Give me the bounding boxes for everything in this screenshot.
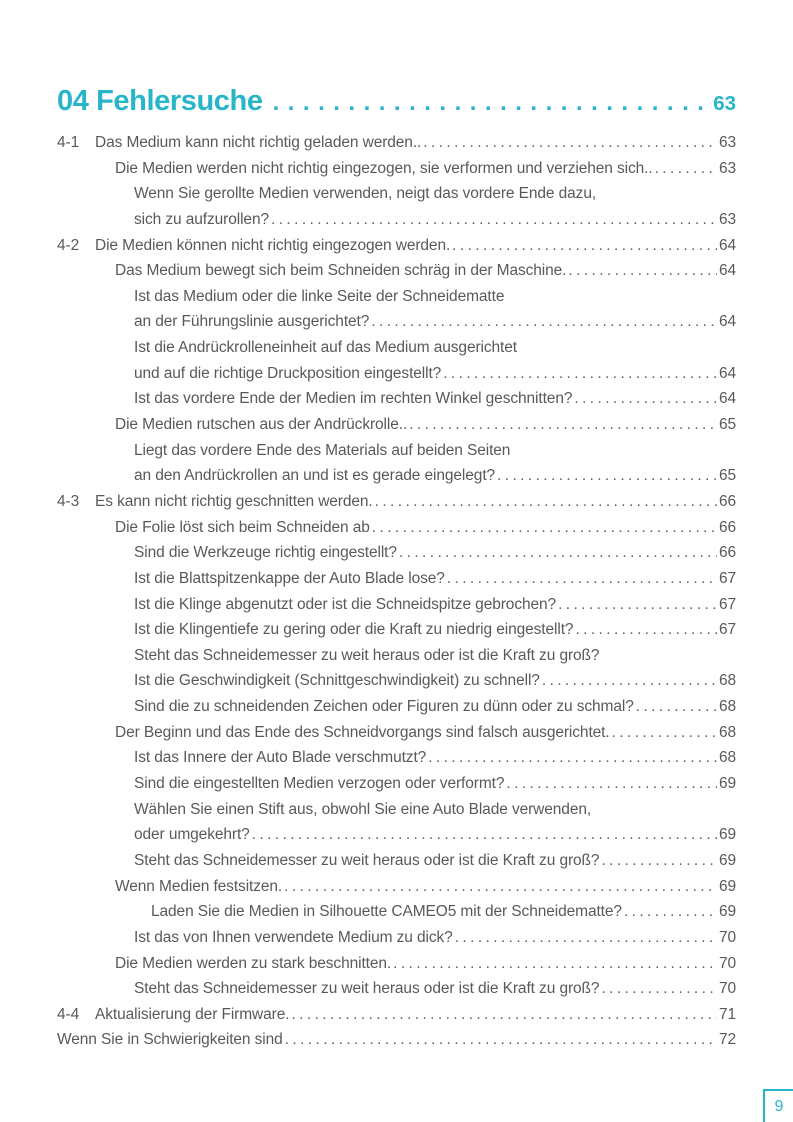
dot-leader: [452, 237, 717, 255]
toc-entry-text: Wenn Medien festsitzen.: [115, 877, 283, 895]
dot-leader: [624, 903, 717, 921]
toc-entry-page: 65: [718, 416, 736, 434]
toc-entry[interactable]: [57, 749, 736, 775]
toc-entry-text: Ist das von Ihnen verwendete Medium zu dick?: [134, 928, 453, 946]
toc-entry-text: an den Andrückrollen an und ist es gerade eingelegt?: [134, 467, 496, 485]
toc-entry-page: 68: [718, 672, 736, 690]
toc-entry-page: 64: [718, 313, 736, 331]
toc-entry-text: Laden Sie die Medien in Silhouette CAMEO5 mit der Schneidematte?: [151, 903, 622, 921]
toc-entry[interactable]: [57, 801, 736, 827]
toc-entry-text: Wählen Sie einen Stift aus, obwohl Sie eine Auto Blade verwenden,: [134, 800, 592, 818]
toc-entry-text: Sind die zu schneidenden Zeichen oder Figuren zu dünn oder zu schmal?: [134, 698, 634, 716]
toc-entry-text: Ist die Geschwindigkeit (Schnittgeschwindigkeit) zu schnell?: [134, 672, 540, 690]
toc-entry-page: 67: [718, 569, 736, 587]
dot-leader: [291, 1006, 716, 1024]
toc-entry[interactable]: [57, 826, 736, 852]
toc-entry-text: sich zu aufzurollen?: [134, 210, 269, 228]
dot-leader: [612, 724, 717, 742]
section-title-text: 04 Fehlersuche: [57, 85, 263, 117]
dot-leader: [636, 698, 717, 716]
toc-entry-page: 64: [718, 390, 736, 408]
toc-entry-page: 70: [718, 928, 736, 946]
toc-entry[interactable]: [57, 467, 736, 493]
section-title-page: 63: [713, 92, 736, 115]
toc-entry[interactable]: [57, 237, 736, 263]
toc-section-title[interactable]: [57, 84, 736, 121]
toc-entry-text: Ist das Innere der Auto Blade verschmutzt?: [134, 749, 427, 767]
toc-entry-text: Die Medien werden nicht richtig eingezogen, sie verformen und verziehen sich..: [115, 159, 653, 177]
toc-entry[interactable]: [57, 775, 736, 801]
toc-entry-text: Das Medium bewegt sich beim Schneiden schräg in der Maschine.: [115, 262, 567, 280]
dot-leader: [443, 365, 717, 383]
toc-entry-page: 69: [718, 775, 736, 793]
toc-entry[interactable]: [57, 903, 736, 929]
toc-entry[interactable]: [57, 544, 736, 570]
toc-entry-text: Liegt das vordere Ende des Materials auf beiden Seiten: [134, 441, 511, 459]
toc-entry-text: Steht das Schneidemesser zu weit heraus oder ist die Kraft zu groß?: [134, 980, 600, 998]
dot-leader: [252, 826, 717, 844]
toc-entry[interactable]: [57, 134, 736, 160]
toc-entry[interactable]: [57, 185, 736, 211]
toc-entry-page: 66: [718, 518, 736, 536]
toc-entry-page: 64: [718, 364, 736, 382]
toc-entry-page: 67: [718, 621, 736, 639]
toc-entry[interactable]: [57, 160, 736, 186]
dot-leader: [497, 467, 717, 485]
dot-leader: [371, 313, 717, 331]
toc-entry[interactable]: [57, 313, 736, 339]
toc-entry[interactable]: [57, 493, 736, 519]
toc-entry[interactable]: [57, 442, 736, 468]
dot-leader: [428, 749, 717, 767]
toc-entry-number: 4-4: [57, 1005, 80, 1023]
dot-leader: [575, 621, 717, 639]
toc-entry-text: Die Medien rutschen aus der Andrückrolle..: [115, 416, 408, 434]
dot-leader: [568, 262, 717, 280]
toc-entry-text: Steht das Schneidemesser zu weit heraus oder ist die Kraft zu groß?: [134, 646, 600, 664]
toc-entry-text: oder umgekehrt?: [134, 826, 250, 844]
dot-leader: [409, 416, 717, 434]
toc-entry-number: 4-2: [57, 236, 80, 254]
dot-leader: [285, 1031, 717, 1049]
toc-entry[interactable]: [57, 647, 736, 673]
dot-leader: [399, 544, 717, 562]
toc-entry-text: Ist die Andrückrolleneinheit auf das Medium ausgerichtet: [134, 339, 517, 357]
toc-entry-page: 68: [718, 723, 736, 741]
toc-entry[interactable]: [57, 929, 736, 955]
toc-entry-page: 69: [718, 903, 736, 921]
toc-entry[interactable]: [57, 365, 736, 391]
dot-leader: [655, 160, 717, 178]
toc-entry-page: 71: [718, 1005, 736, 1023]
toc-entry-text: Die Folie löst sich beim Schneiden ab: [115, 518, 370, 536]
dot-leader: [455, 929, 717, 947]
page-number: 9: [774, 1097, 784, 1115]
toc-entry[interactable]: [57, 570, 736, 596]
dot-leader: [574, 390, 717, 408]
toc-list: [57, 134, 736, 1057]
toc-entry-page: 65: [718, 467, 736, 485]
dot-leader: [393, 955, 717, 973]
dot-leader: [271, 211, 717, 229]
toc-entry-page: 72: [718, 1031, 736, 1049]
toc-entry-text: Sind die Werkzeuge richtig eingestellt?: [134, 544, 397, 562]
toc-entry-page: 70: [718, 980, 736, 998]
toc-entry[interactable]: [57, 1031, 736, 1057]
toc-entry[interactable]: [57, 698, 736, 724]
toc-entry-page: 68: [718, 698, 736, 716]
toc-entry-page: 63: [718, 134, 736, 151]
dot-leader: [447, 570, 717, 588]
dot-leader: [375, 493, 717, 511]
toc-entry-text: Die Medien können nicht richtig eingezogen werden.: [95, 236, 451, 254]
toc-content: [57, 84, 736, 1057]
toc-entry-text: Das Medium kann nicht richtig geladen werden..: [95, 134, 422, 151]
toc-entry-page: 69: [718, 851, 736, 869]
toc-entry-page: 69: [718, 877, 736, 895]
toc-entry-page: 69: [718, 826, 736, 844]
toc-entry-text: Aktualisierung der Firmware.: [95, 1005, 290, 1023]
toc-entry-text: Steht das Schneidemesser zu weit heraus oder ist die Kraft zu groß?: [134, 851, 600, 869]
page-number-box: [763, 1089, 793, 1122]
toc-entry-number: 4-3: [57, 492, 80, 510]
toc-entry-text: Ist das Medium oder die linke Seite der Schneidematte: [134, 287, 505, 305]
toc-entry-text: Ist das vordere Ende der Medien im rechten Winkel geschnitten?: [134, 390, 573, 408]
toc-entry-text: Die Medien werden zu stark beschnitten.: [115, 954, 392, 972]
toc-entry-text: Es kann nicht richtig geschnitten werden.: [95, 492, 373, 510]
toc-entry-page: 70: [718, 954, 736, 972]
toc-entry-text: Ist die Klingentiefe zu gering oder die Kraft zu niedrig eingestellt?: [134, 621, 574, 639]
dot-leader: [542, 672, 717, 690]
dot-leader: [601, 980, 717, 998]
toc-entry-text: Wenn Sie in Schwierigkeiten sind: [57, 1031, 283, 1049]
toc-entry-text: Sind die eingestellten Medien verzogen oder verformt?: [134, 775, 505, 793]
toc-entry[interactable]: [57, 519, 736, 545]
toc-entry-page: 63: [718, 159, 736, 177]
toc-entry[interactable]: [57, 596, 736, 622]
toc-entry[interactable]: [57, 1006, 736, 1032]
toc-entry-text: Der Beginn und das Ende des Schneidvorgangs sind falsch ausgerichtet.: [115, 723, 610, 741]
toc-entry[interactable]: [57, 980, 736, 1006]
toc-entry-text: und auf die richtige Druckposition eingestellt?: [134, 364, 442, 382]
toc-entry[interactable]: [57, 955, 736, 981]
dot-leader: [506, 775, 717, 793]
toc-entry-page: 66: [718, 492, 736, 510]
toc-entry-page: 64: [718, 236, 736, 254]
toc-entry[interactable]: [57, 852, 736, 878]
toc-entry[interactable]: [57, 621, 736, 647]
toc-entry-text: Ist die Blattspitzenkappe der Auto Blade lose?: [134, 569, 445, 587]
dot-leader: [273, 86, 710, 120]
toc-entry[interactable]: [57, 262, 736, 288]
dot-leader: [558, 596, 717, 614]
toc-entry-page: 68: [718, 749, 736, 767]
toc-entry[interactable]: [57, 724, 736, 750]
toc-entry[interactable]: [57, 390, 736, 416]
dot-leader: [601, 852, 717, 870]
toc-entry-page: 67: [718, 595, 736, 613]
toc-entry[interactable]: [57, 288, 736, 314]
toc-entry[interactable]: [57, 878, 736, 904]
toc-entry-text: Wenn Sie gerollte Medien verwenden, neigt das vordere Ende dazu,: [134, 185, 597, 203]
toc-entry[interactable]: [57, 339, 736, 365]
toc-entry-text: an der Führungslinie ausgerichtet?: [134, 313, 370, 331]
toc-entry-page: 66: [718, 544, 736, 562]
toc-entry[interactable]: [57, 416, 736, 442]
toc-entry[interactable]: [57, 672, 736, 698]
dot-leader: [423, 134, 717, 152]
toc-entry-page: 63: [718, 210, 736, 228]
toc-entry-number: 4-1: [57, 134, 80, 151]
dot-leader: [372, 519, 717, 537]
toc-entry-page: 64: [718, 262, 736, 280]
toc-entry[interactable]: [57, 211, 736, 237]
dot-leader: [284, 878, 717, 896]
toc-entry-text: Ist die Klinge abgenutzt oder ist die Schneidspitze gebrochen?: [134, 595, 557, 613]
